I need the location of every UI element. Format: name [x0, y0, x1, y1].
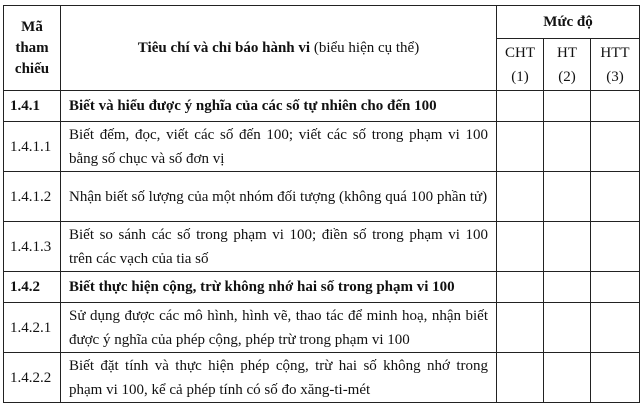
level-num: (1)	[511, 68, 529, 85]
level-ht-cell[interactable]	[544, 222, 591, 272]
row-description: Biết và hiểu được ý nghĩa của các số tự nhiên cho đến 100	[61, 91, 497, 122]
level-cht-cell[interactable]	[497, 172, 544, 222]
row-description: Biết đếm, đọc, viết các số đến 100; viết các số trong phạm vi 100 bằng số chục và số đơn vị	[61, 122, 497, 172]
level-htt-cell[interactable]	[591, 122, 640, 172]
row-description: Sử dụng được các mô hình, hình vẽ, thao tác để minh hoạ, nhận biết được ý nghĩa của phép cộng, phép trừ trong phạm vi 100	[61, 303, 497, 353]
criteria-header	[61, 6, 497, 91]
level-htt-cell[interactable]	[591, 303, 640, 353]
row-description: Biết so sánh các số trong phạm vi 100; điền số trong phạm vi 100 trên các vạch của tia số	[61, 222, 497, 272]
level-ht-cell[interactable]	[544, 272, 591, 303]
level-ht-cell[interactable]	[544, 172, 591, 222]
level-ht-cell[interactable]	[544, 303, 591, 353]
row-code: 1.4.1	[4, 91, 61, 122]
level-cht-header	[497, 39, 544, 91]
level-cht-cell[interactable]	[497, 353, 544, 403]
table-row	[4, 353, 640, 403]
level-htt-cell[interactable]	[591, 91, 640, 122]
level-ht-cell[interactable]	[544, 122, 591, 172]
level-name: HT	[557, 44, 577, 61]
row-description: Biết đặt tính và thực hiện phép cộng, trừ hai số không nhớ trong phạm vi 100, kể cả phép tính có số đo xăng-ti-mét	[61, 353, 497, 403]
level-cht-cell[interactable]	[497, 303, 544, 353]
table-row	[4, 303, 640, 353]
criteria-table	[3, 5, 640, 403]
row-code: 1.4.1.1	[4, 122, 61, 172]
level-header: Mức độ	[497, 6, 640, 39]
row-code: 1.4.1.3	[4, 222, 61, 272]
criteria-header-bold: Tiêu chí và chỉ báo hành vi	[137, 40, 311, 56]
table-row	[4, 172, 640, 222]
level-num: (2)	[558, 68, 576, 85]
level-htt-cell[interactable]	[591, 272, 640, 303]
level-htt-cell[interactable]	[591, 172, 640, 222]
table-row	[4, 122, 640, 172]
code-header: Mã tham chiếu	[4, 6, 61, 91]
row-code: 1.4.2.2	[4, 353, 61, 403]
level-name: HTT	[600, 44, 630, 61]
level-num: (3)	[606, 68, 624, 85]
row-code: 1.4.2	[4, 272, 61, 303]
level-ht-header	[544, 39, 591, 91]
row-code: 1.4.2.1	[4, 303, 61, 353]
table-row	[4, 222, 640, 272]
row-description: Nhận biết số lượng của một nhóm đối tượng (không quá 100 phần tử)	[61, 172, 497, 222]
table-row	[4, 272, 640, 303]
table-row	[4, 91, 640, 122]
level-name: CHT	[505, 44, 535, 61]
level-cht-cell[interactable]	[497, 222, 544, 272]
row-code: 1.4.1.2	[4, 172, 61, 222]
level-htt-header	[591, 39, 640, 91]
level-htt-cell[interactable]	[591, 353, 640, 403]
level-ht-cell[interactable]	[544, 91, 591, 122]
level-cht-cell[interactable]	[497, 122, 544, 172]
level-cht-cell[interactable]	[497, 272, 544, 303]
level-cht-cell[interactable]	[497, 91, 544, 122]
criteria-header-note: (biểu hiện cụ thể)	[310, 40, 420, 56]
row-description: Biết thực hiện cộng, trừ không nhớ hai số trong phạm vi 100	[61, 272, 497, 303]
level-htt-cell[interactable]	[591, 222, 640, 272]
table-body	[4, 91, 640, 403]
level-ht-cell[interactable]	[544, 353, 591, 403]
